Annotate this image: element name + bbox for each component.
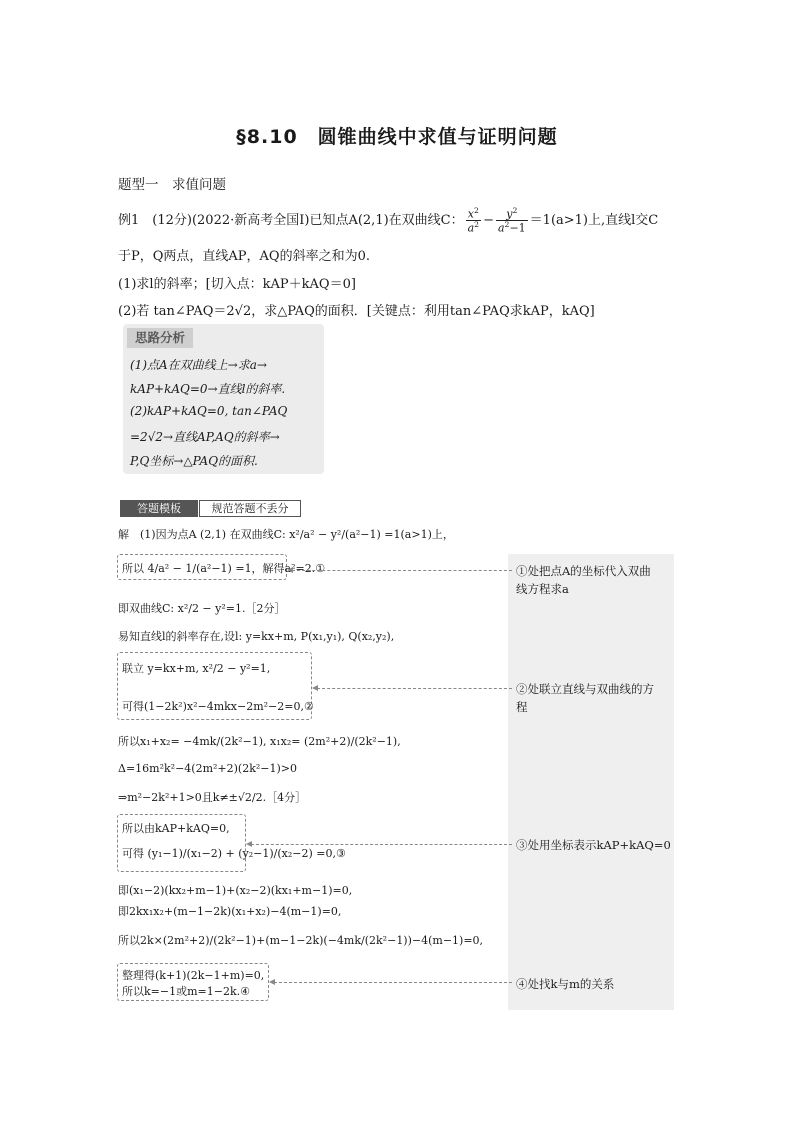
thinking-line: (1)点A在双曲线上→求a→	[130, 358, 267, 372]
template-subtitle: 规范答题不丢分	[199, 500, 301, 517]
solution-line: 所以2k×(2m²+2)/(2k²−1)+(m−1−2k)(−4mk/(2k²−1))−4(m−1)=0,	[118, 934, 484, 947]
arrow-line	[251, 844, 512, 845]
solution-line: 所以k=−1或m=1−2k.④	[122, 985, 250, 998]
solution-line: ⇒m²−2k²+1>0且k≠±√2/2.［4分］	[118, 791, 307, 804]
solution-line: 即2kx₁x₂+(m−1−2k)(x₁+x₂)−4(m−1)=0,	[118, 905, 342, 918]
example-mid: ＝1(a>1)上,直线l交C	[529, 213, 659, 229]
solution-line: 整理得(k+1)(2k−1+m)=0,	[122, 969, 265, 982]
note-4: ④处找k与m的关系	[516, 977, 615, 991]
solution-line: 即双曲线C: x²/2 − y²=1.［2分］	[118, 602, 286, 615]
thinking-tag: 思路分析	[127, 328, 193, 348]
section-heading: 题型一 求值问题	[118, 177, 226, 193]
solution-line: 可得(1−2k²)x²−4mkx−2m²−2=0,②	[122, 700, 314, 713]
arrow-line	[274, 982, 512, 983]
thinking-line: =2√2→直线AP,AQ的斜率→	[130, 430, 280, 444]
arrowhead-icon	[269, 979, 275, 985]
example-line-2: 于P，Q两点，直线AP，AQ的斜率之和为0.	[118, 249, 370, 264]
arrow-line	[292, 570, 512, 571]
fraction-x2-a2: $\frac{x^2}{a^2}$	[467, 206, 480, 235]
solution-line: 所以 4/a² − 1/(a²−1) =1，解得a²=2.①	[122, 562, 326, 575]
solution-line: 易知直线l的斜率存在,设l: y=kx+m, P(x₁,y₁), Q(x₂,y₂),	[118, 630, 395, 643]
solution-line: 所以由kAP+kAQ=0,	[122, 822, 230, 835]
question-2: (2)若 tan∠PAQ＝2√2，求△PAQ的面积．[关键点：利用tan∠PAQ求kAP，kAQ]	[118, 304, 595, 319]
arrowhead-icon	[246, 841, 252, 847]
note-2: ②处联立直线与双曲线的方程	[516, 682, 654, 714]
arrowhead-icon	[312, 685, 318, 691]
solution-line: 即(x₁−2)(kx₂+m−1)+(x₂−2)(kx₁+m−1)=0,	[118, 884, 353, 897]
arrowhead-icon	[287, 567, 293, 573]
arrow-line	[317, 688, 512, 689]
page-title: §8.10 圆锥曲线中求值与证明问题	[236, 126, 558, 148]
annotation-panel	[508, 554, 674, 1010]
template-tag: 答题模板	[120, 500, 198, 517]
solution-line: 联立 y=kx+m, x²/2 − y²=1,	[122, 662, 271, 675]
note-1: ①处把点A的坐标代入双曲线方程求a	[516, 564, 651, 596]
thinking-line: P,Q坐标→△PAQ的面积.	[130, 454, 258, 468]
example-head: 例1 (12分)(2022·新高考全国Ⅰ)已知点A(2,1)在双曲线C：	[118, 213, 464, 229]
solution-line: 所以x₁+x₂= −4mk/(2k²−1), x₁x₂= (2m²+2)/(2k²−1),	[118, 735, 401, 748]
thinking-line: (2)kAP+kAQ=0, tan∠PAQ	[130, 404, 288, 418]
solution-line: Δ=16m²k²−4(2m²+2)(2k²−1)>0	[118, 762, 298, 775]
question-1: (1)求l的斜率；[切入点：kAP＋kAQ＝0]	[118, 277, 356, 292]
fraction-y2-a2-1: $\frac{y^2}{a^2-1}$	[497, 206, 526, 235]
thinking-line: kAP+kAQ=0→直线l的斜率.	[130, 382, 286, 396]
example-line-1: 例1 (12分)(2022·新高考全国Ⅰ)已知点A(2,1)在双曲线C： $\frac{x^2}{a^2}$ − $\frac{y^2}{a^2-1}$ ＝1(a>1)上,直线l交C	[118, 206, 659, 235]
solution-line: 可得 (y₁−1)/(x₁−2) + (y₂−1)/(x₂−2) =0,③	[122, 847, 346, 860]
solution-line: 解 (1)因为点A (2,1) 在双曲线C: x²/a² − y²/(a²−1) =1(a>1)上，	[118, 528, 454, 541]
note-3: ③处用坐标表示kAP+kAQ=0	[516, 838, 671, 852]
